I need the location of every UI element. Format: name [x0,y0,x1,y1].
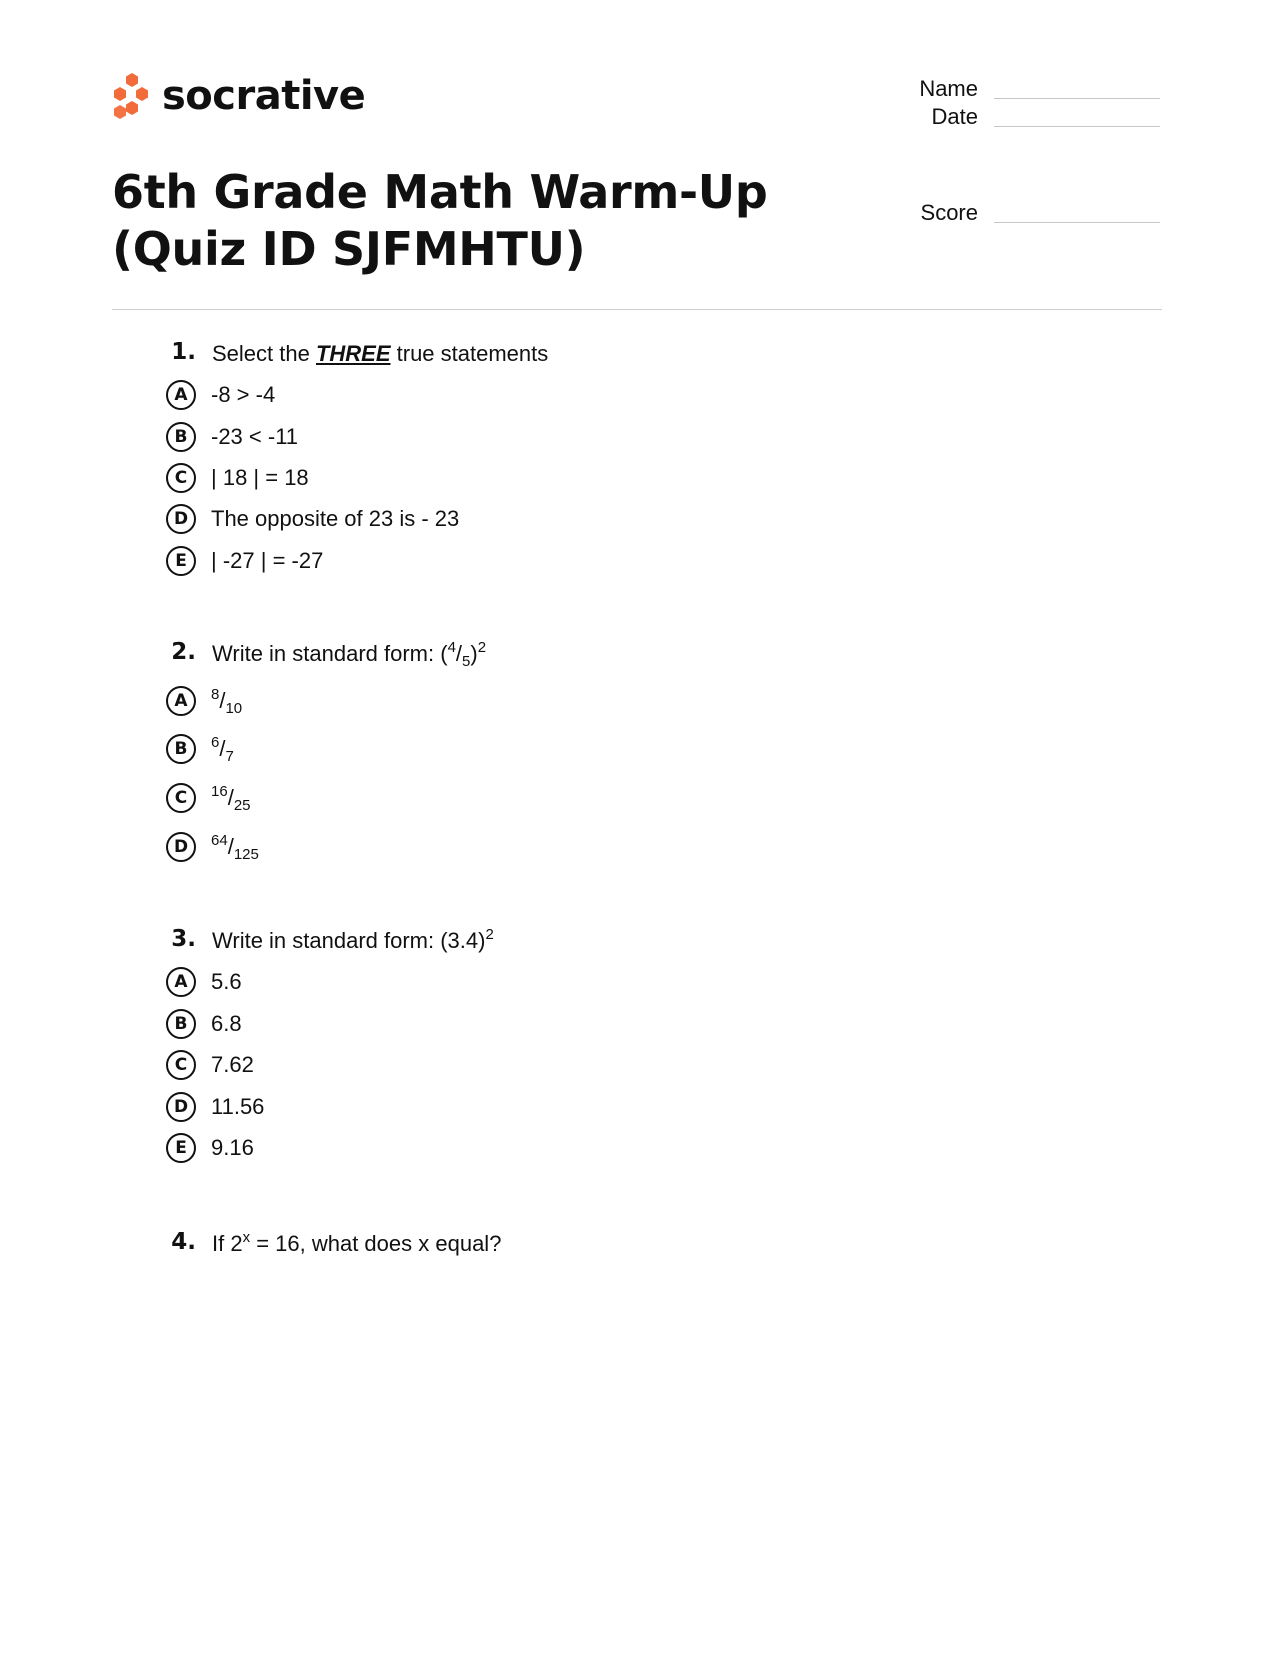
option-letter-circle[interactable]: B [166,734,196,764]
answer-option[interactable] [166,463,966,497]
option-text: The opposite of 23 is - 23 [211,506,460,531]
option-letter-circle[interactable]: C [166,1050,196,1080]
option-letter-circle[interactable]: A [166,380,196,410]
option-text: 11.56 [211,1094,265,1119]
name-field[interactable] [880,76,1160,106]
quiz-title: 6th Grade Math Warm-Up (Quiz ID SJFMHTU) [112,165,768,276]
question-prompt [212,341,548,367]
score-label: Score [920,200,978,225]
option-fraction: $^{16}/_{25}$ [211,783,251,814]
fraction-numerator: 16 [211,783,228,800]
answer-option[interactable] [166,967,966,1001]
prompt-text: = 16, what does x equal? [250,1231,502,1256]
date-line[interactable] [994,126,1160,127]
question-number: 2. [171,639,196,665]
answer-option[interactable] [166,832,966,866]
question-prompt [212,1231,501,1257]
option-fraction: $^8/_{10}$ [211,686,243,717]
option-text: -8 > -4 [211,382,276,407]
exponent: 2 [485,926,494,943]
prompt-text: Write in standard form: ( [212,641,448,666]
name-line[interactable] [994,98,1160,99]
answer-option[interactable] [166,783,966,817]
option-text: 5.6 [211,969,242,994]
fraction-denominator: 10 [225,700,243,717]
option-text: 7.62 [211,1052,254,1077]
fraction-denominator: 7 [225,748,234,765]
header-divider [112,309,1162,310]
option-letter-circle[interactable]: B [166,422,196,452]
score-field[interactable] [880,200,1160,230]
option-letter-circle[interactable]: C [166,783,196,813]
option-fraction: $^{64}/_{125}$ [211,832,259,863]
question-prompt: Write in standard form: $(^4/_5)^2$ [212,639,487,670]
question-header [166,639,1066,669]
option-letter-circle[interactable]: D [166,832,196,862]
option-letter-circle[interactable]: E [166,1133,196,1163]
option-letter-circle[interactable]: C [166,463,196,493]
fraction-numerator: 4 [447,639,456,656]
answer-option[interactable] [166,546,966,580]
answer-option[interactable] [166,1050,966,1084]
prompt-text: true statements [390,341,549,366]
fraction-numerator: 64 [211,832,228,849]
fraction-denominator: 25 [233,797,251,814]
prompt-text: Select the [212,341,316,366]
option-text: 9.16 [211,1135,254,1160]
option-text: -23 < -11 [211,424,299,449]
question-header [166,339,1066,369]
question-prompt [212,928,494,954]
question-header [166,1229,1066,1259]
fraction-denominator: 5 [462,653,471,670]
question-header [166,926,1066,956]
answer-option[interactable] [166,1133,966,1167]
option-letter-circle[interactable]: A [166,686,196,716]
name-label: Name [919,76,978,101]
option-text: | -27 | = -27 [211,548,324,573]
prompt-text: Write in standard form: (3.4) [212,928,486,953]
brand-name: socrative [162,73,366,119]
prompt-text: ) [470,641,478,666]
option-fraction: $^6/_7$ [211,734,234,765]
exponent: 2 [477,639,487,656]
score-line[interactable] [994,222,1160,223]
option-letter-circle[interactable]: B [166,1009,196,1039]
answer-option[interactable] [166,686,966,720]
date-field[interactable] [880,104,1160,134]
answer-option[interactable] [166,380,966,414]
date-label: Date [931,104,978,129]
option-letter-circle[interactable]: E [166,546,196,576]
answer-option[interactable] [166,734,966,768]
answer-option[interactable] [166,1092,966,1126]
question-number: 4. [171,1229,196,1255]
fraction-denominator: 125 [233,846,259,863]
socrative-logo [112,70,365,122]
option-letter-circle[interactable]: A [166,967,196,997]
option-text: | 18 | = 18 [211,465,309,490]
fraction-numerator: 6 [211,734,220,751]
answer-option[interactable] [166,504,966,538]
question-3 [166,926,1066,1160]
question-number: 3. [171,926,196,952]
exponent: x [242,1229,251,1246]
option-text: 6.8 [211,1011,242,1036]
question-4 [166,1229,1066,1259]
socrative-hexagon-logo-icon [112,70,152,122]
answer-option[interactable] [166,422,966,456]
option-letter-circle[interactable]: D [166,1092,196,1122]
answer-option[interactable] [166,1009,966,1043]
question-2 [166,639,1066,863]
fraction-numerator: 8 [211,686,220,703]
option-letter-circle[interactable]: D [166,504,196,534]
question-number: 1. [171,339,196,365]
prompt-text: If 2 [212,1231,243,1256]
question-1 [166,339,1066,573]
prompt-emphasis: THREE [315,341,391,366]
